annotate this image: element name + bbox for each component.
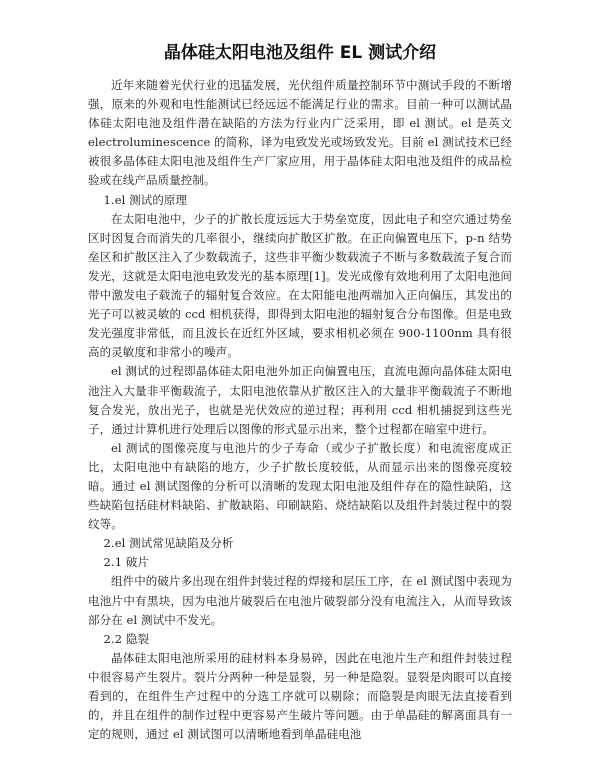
document-body [88,76,512,744]
paragraph-principle-3: el 测试的图像亮度与电池片的少子寿命（或少子扩散长度）和电流密度成正比，太阳电池中有缺陷的地方，少子扩散长度较低，从而显示出来的图像亮度较暗。通过 el 测试图像的分析可以清晰的发现太阳电池及组件存在的隐性缺陷，这些缺陷包括硅材料缺陷、扩散缺陷、印刷缺陷、烧结缺陷以及组件封装过程中的裂纹等。 [88,440,512,532]
paragraph-principle-2: el 测试的过程即晶体硅太阳电池外加正向偏置电压，直流电源向晶体硅太阳电池注入大量非平衡载流子，太阳电池依靠从扩散区注入的大量非平衡载流子不断地复合发光，放出光子，也就是光伏效应的逆过程；再利用 ccd 相机捕捉到这些光子，通过计算机进行处理后以图像的形式显示出来，整个过程都在暗室中进行。 [88,364,512,436]
paragraph-broken: 组件中的破片多出现在组件封装过程的焊接和层压工序，在 el 测试图中表现为电池片中有黑块，因为电池片破裂后在电池片破裂部分没有电流注入，从而导致该部分在 el 测试中不发光。 [88,574,512,627]
subsection-heading-broken: 2.1 破片 [103,555,150,570]
document-title: 晶体硅太阳电池及组件 EL 测试介绍 [163,43,437,63]
paragraph-intro: 近年来随着光伏行业的迅猛发展，光伏组件质量控制环节中测试手段的不断增强，原来的外观和电性能测试已经远远不能满足行业的需求。目前一种可以测试晶体硅太阳电池及组件潜在缺陷的方法为行业内广泛采用，即 el 测试。el 是英文 electroluminescence 的简称，译为电致发光或场致发光。目前 el 测试技术已经被很多晶体硅太阳电池及组件生产厂家应用，用于晶体硅太阳电池及组件的成品检验或在线产品质量控制。 [88,78,512,188]
paragraph-microcrack: 晶体硅太阳电池所采用的硅材料本身易碎，因此在电池片生产和组件封装过程中很容易产生裂片。裂片分两种一种是显裂，另一种是隐裂。显裂是肉眼可以直接看到的，在组件生产过程中的分选工序就可以剔除；而隐裂是肉眼无法直接看到的，并且在组件的制作过程中更容易产生破片等问题。由于单晶硅的解离面具有一定的规则，通过 el 测试图可以清晰地看到单晶硅电池 [88,650,512,742]
subsection-heading-microcrack: 2.2 隐裂 [103,631,150,646]
section-heading-principle: 1.el 测试的原理 [103,192,188,207]
paragraph-principle-1: 在太阳电池中，少子的扩散长度远远大于势垒宽度，因此电子和空穴通过势垒区时因复合而消失的几率很小，继续向扩散区扩散。在正向偏置电压下，p-n 结势垒区和扩散区注入了少数载流子，这些非平衡少数载流子不断与多数载流子复合而发光，这就是太阳电池电致发光的基本原理[1]。发光成像有效地利用了太阳电池间带中激发电子载流子的辐射复合效应。在太阳能电池两端加入正向偏压，其发出的光子可以被灵敏的 ccd 相机获得，即得到太阳电池的辐射复合分布图像。但是电致发光强度非常低，而且波长在近红外区域，要求相机必须在 900-1100nm 具有很高的灵敏度和非常小的噪声。 [88,211,512,360]
section-heading-defects: 2.el 测试常见缺陷及分析 [103,536,234,551]
